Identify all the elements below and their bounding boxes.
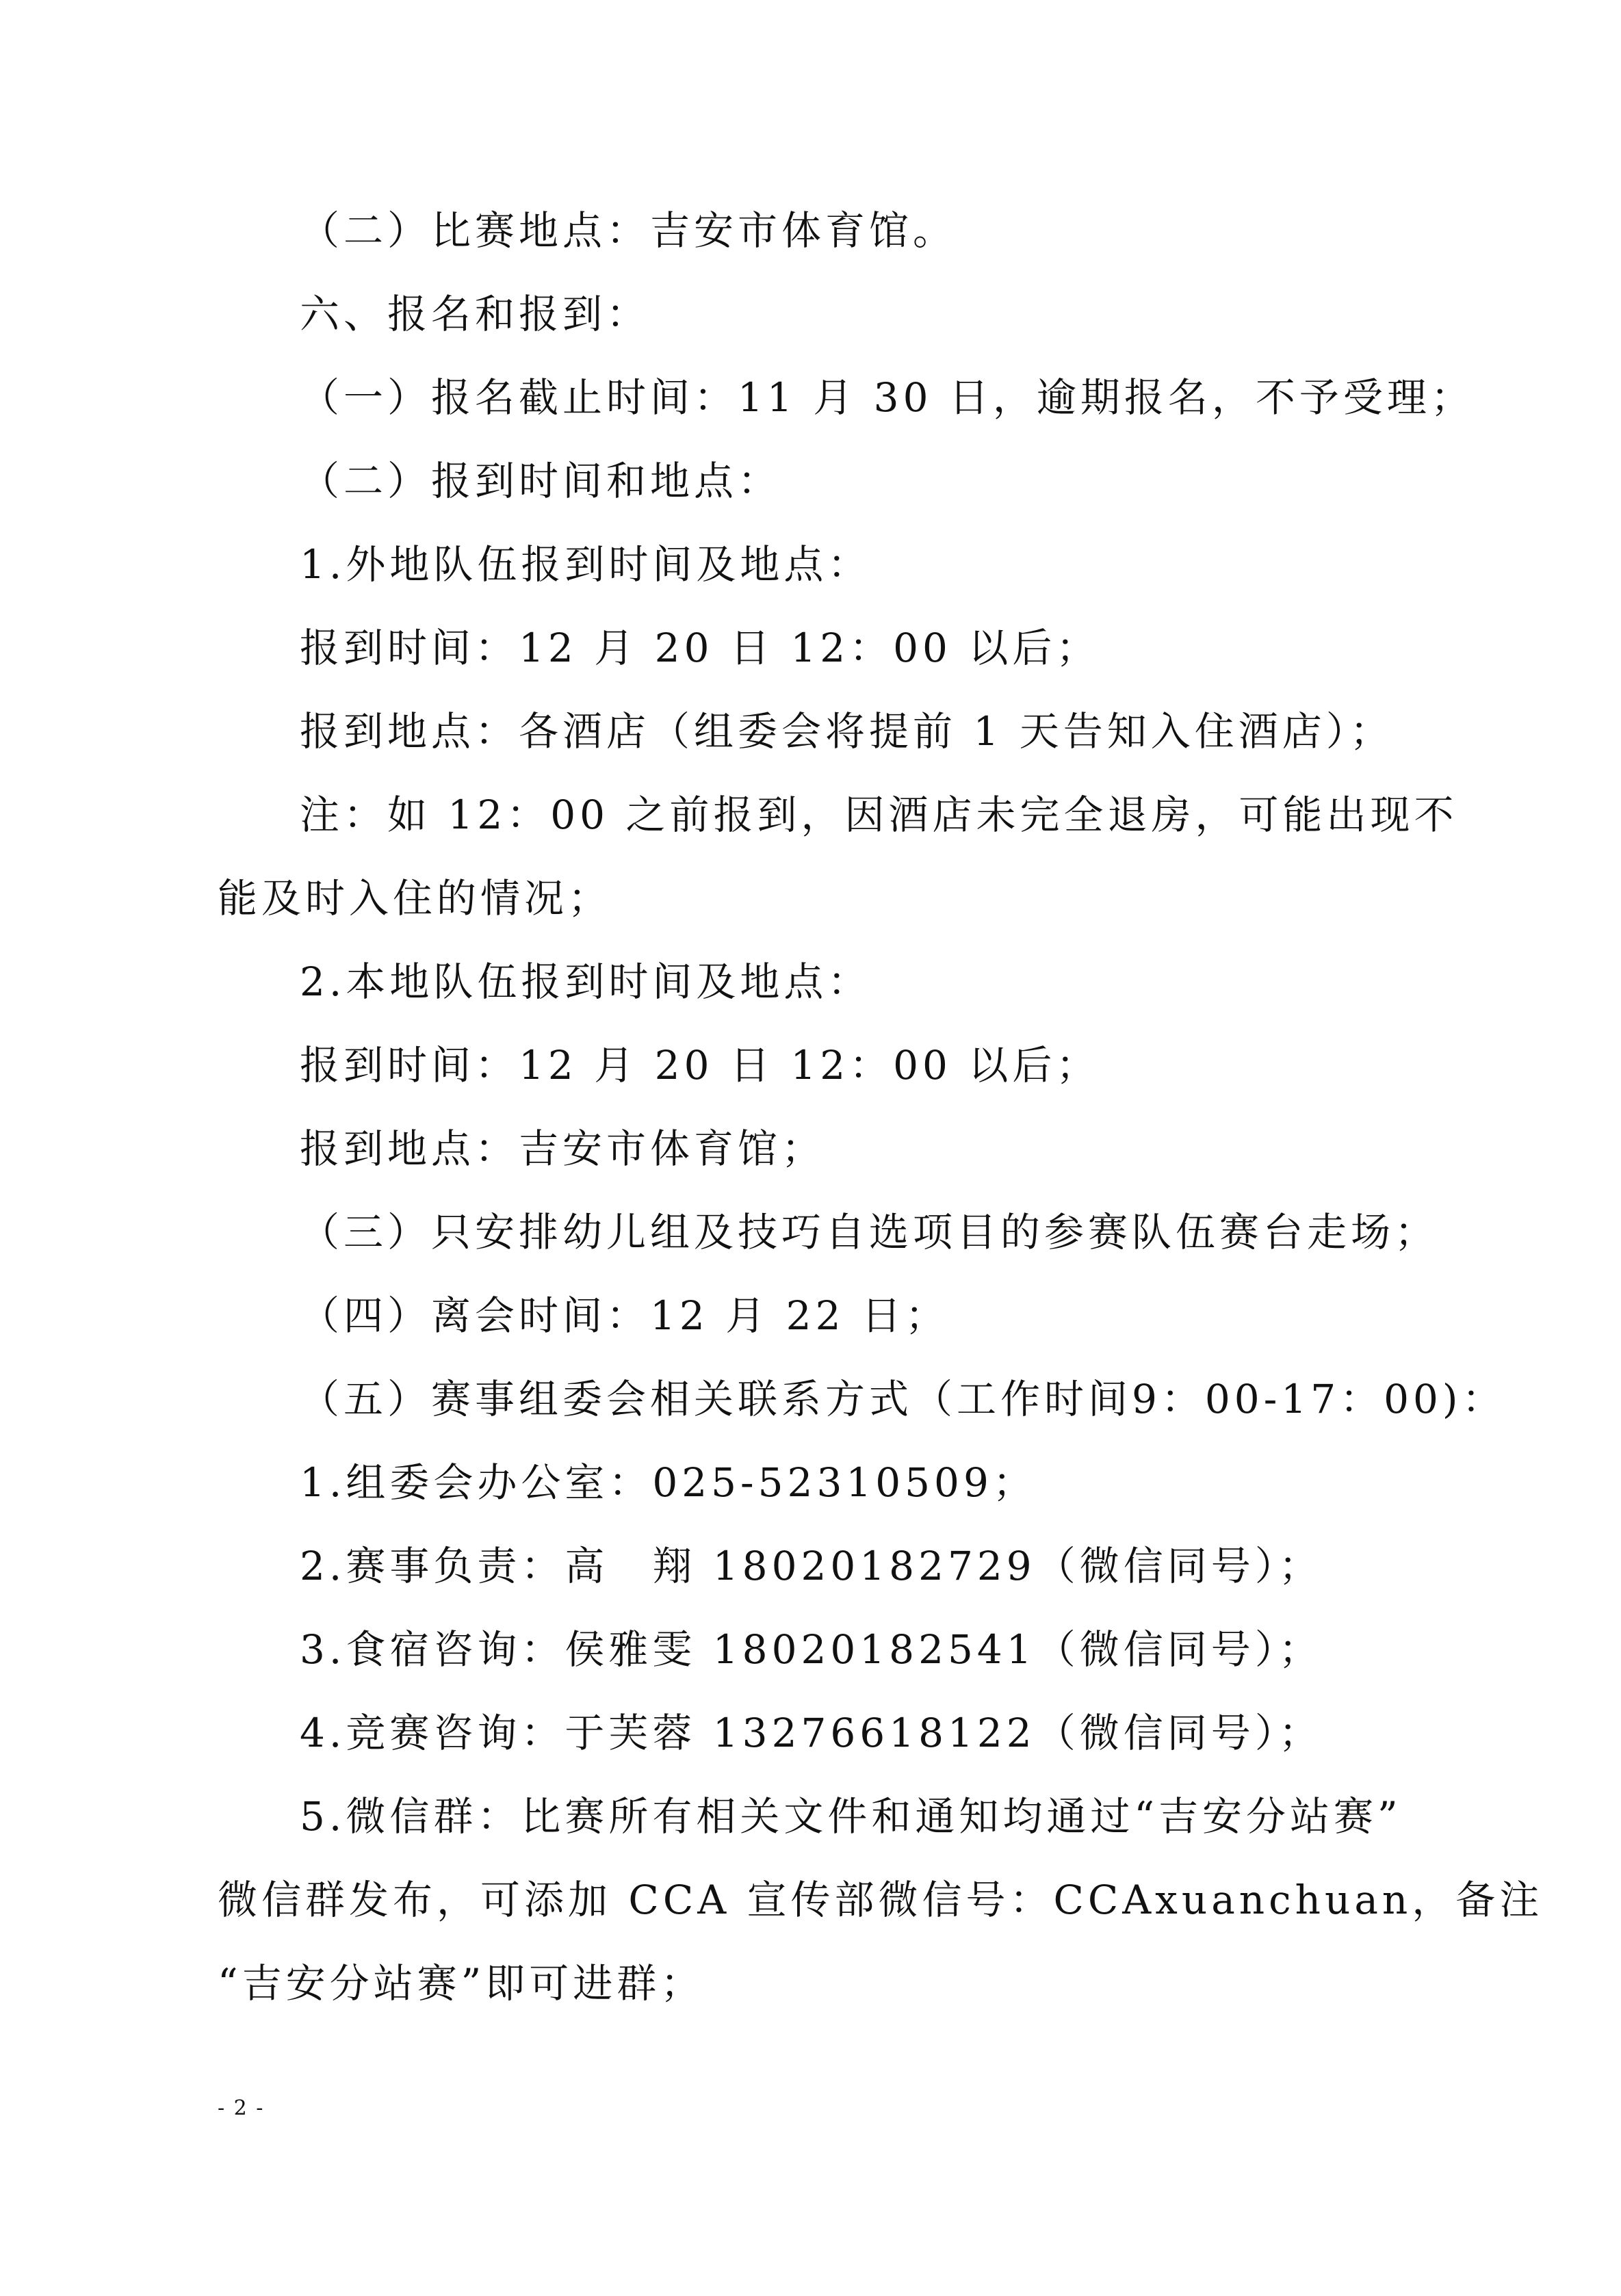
stage-walkthrough: （三）只安排幼儿组及技巧自选项目的参赛队伍赛台走场； [300, 1209, 1439, 1255]
heading-registration: 六、报名和报到： [300, 291, 651, 337]
note-line-2: 能及时入住的情况； [218, 875, 612, 922]
wechat-group-line-1: 5.微信群：比赛所有相关文件和通知均通过“吉安分站赛” [300, 1793, 1402, 1840]
contact-office: 1.组委会办公室：025-52310509； [300, 1459, 1037, 1506]
local-checkin-place: 报到地点：吉安市体育馆； [300, 1125, 826, 1172]
contact-accommodation: 3.食宿咨询：侯雅雯 18020182541（微信同号）； [300, 1626, 1323, 1673]
external-teams-heading: 1.外地队伍报到时间及地点： [300, 541, 872, 588]
note-line-1: 注：如 12：00 之前报到，因酒店未完全退房，可能出现不 [300, 792, 1458, 838]
page-number: - 2 - [218, 2096, 265, 2120]
section-venue: （二）比赛地点：吉安市体育馆。 [300, 207, 957, 254]
contact-competition: 4.竞赛咨询：于芙蓉 13276618122（微信同号）； [300, 1710, 1323, 1756]
external-checkin-time: 报到时间：12 月 20 日 12：00 以后； [300, 625, 1100, 671]
wechat-group-line-3: “吉安分站赛”即可进群； [218, 1960, 705, 2007]
departure-time: （四）离会时间：12 月 22 日； [300, 1292, 949, 1339]
registration-deadline: （一）报名截止时间：11 月 30 日，逾期报名，不予受理； [300, 374, 1475, 421]
checkin-heading: （二）报到时间和地点： [300, 458, 782, 504]
contact-event-lead: 2.赛事负责：高 翔 18020182729（微信同号）； [300, 1543, 1323, 1589]
external-checkin-place: 报到地点：各酒店（组委会将提前 1 天告知入住酒店）； [300, 708, 1394, 755]
local-teams-heading: 2.本地队伍报到时间及地点： [300, 958, 872, 1005]
local-checkin-time: 报到时间：12 月 20 日 12：00 以后； [300, 1042, 1100, 1088]
contact-heading: （五）赛事组委会相关联系方式（工作时间9：00-17：00)： [300, 1376, 1506, 1422]
wechat-group-line-2: 微信群发布，可添加 CCA 宣传部微信号：CCAxuanchuan，备注 [218, 1877, 1544, 1923]
